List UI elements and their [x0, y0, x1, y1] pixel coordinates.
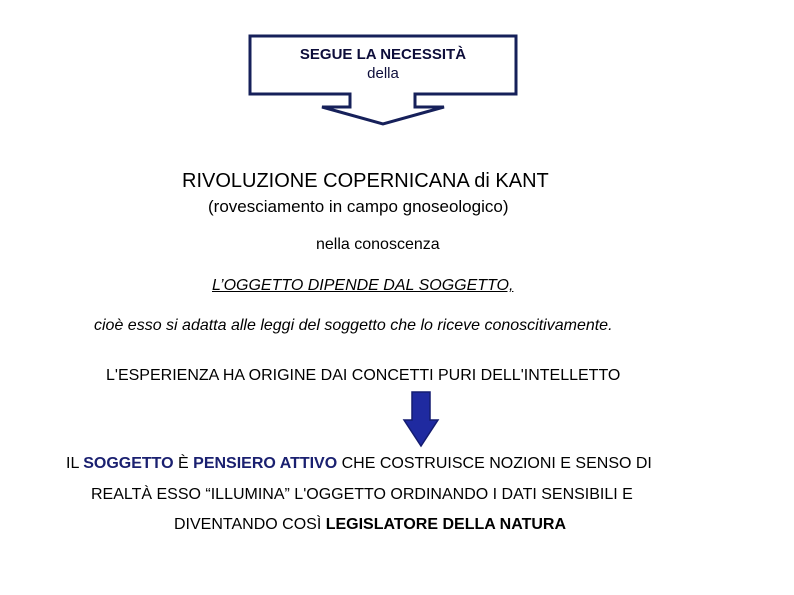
conclusion-line-2: REALTÀ ESSO “ILLUMINA” L'OGGETTO ORDINANDO I DATI SENSIBILI E: [91, 486, 633, 503]
callout-line-2: della: [367, 65, 399, 82]
title-main: RIVOLUZIONE COPERNICANA: [182, 170, 469, 192]
title-suffix: di KANT: [468, 170, 549, 192]
subject-term: SOGGETTO: [83, 455, 174, 472]
explanation: cioè esso si adatta alle leggi del soggetto che lo riceve conoscitivamente.: [94, 317, 613, 334]
conclusion-line-1: IL SOGGETTO È PENSIERO ATTIVO CHE COSTRUISCE NOZIONI E SENSO DI: [66, 455, 652, 472]
legislator-term: LEGISLATORE DELLA NATURA: [325, 516, 567, 533]
conclusion-line-3: DIVENTANDO COSÌ LEGISLATORE DELLA NATURA: [174, 516, 567, 533]
page-title: [182, 170, 549, 193]
subtitle: (rovesciamento in campo gnoseologico): [208, 197, 509, 216]
experience-statement: L'ESPERIENZA HA ORIGINE DAI CONCETTI PURI DELL'INTELLETTO: [106, 367, 621, 384]
active-thought-term: PENSIERO ATTIVO: [193, 455, 338, 472]
knowledge-label: nella conoscenza: [316, 236, 440, 253]
callout-line-1: SEGUE LA NECESSITÀ: [299, 46, 467, 63]
object-statement: L’OGGETTO DIPENDE DAL SOGGETTO,: [212, 277, 514, 294]
down-arrow-icon: [402, 390, 442, 448]
